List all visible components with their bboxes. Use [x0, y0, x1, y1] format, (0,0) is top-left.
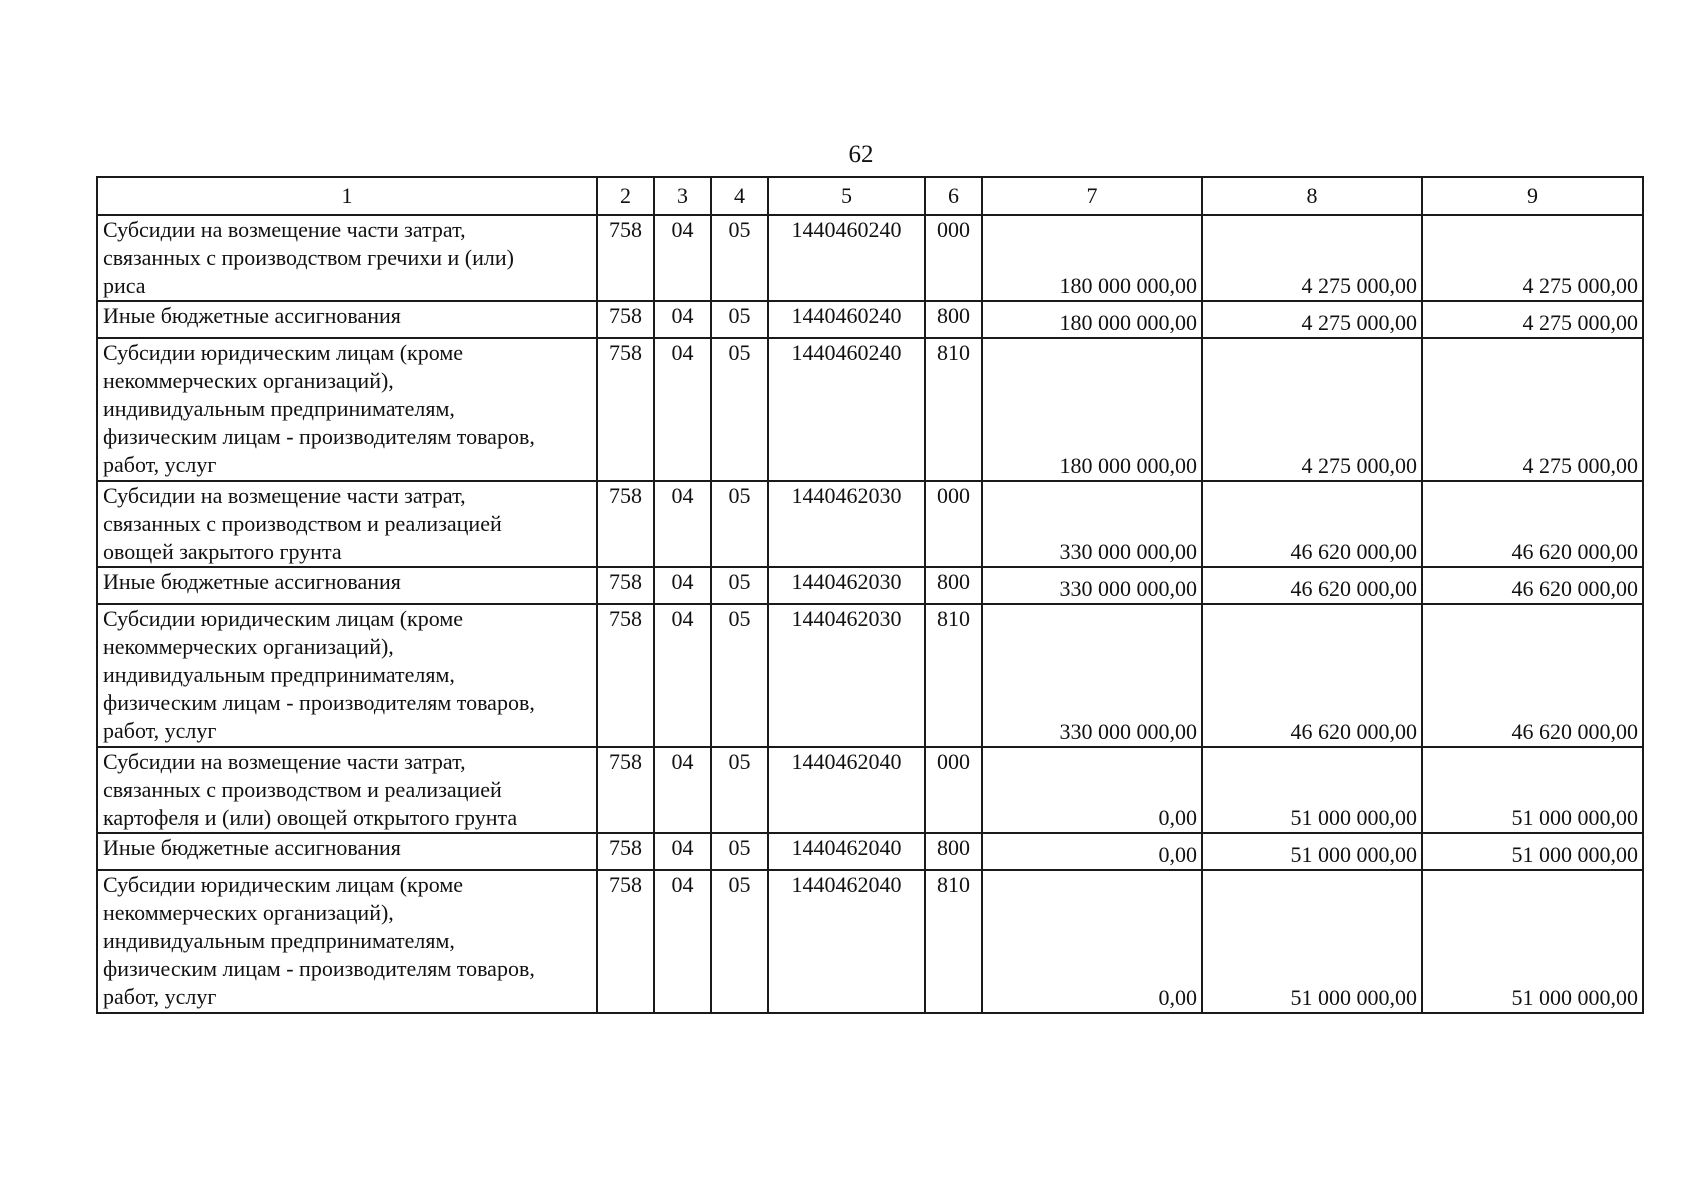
- row-name-line: работ, услуг: [103, 984, 217, 1009]
- row-name-line: Субсидии на возмещение части затрат,: [103, 217, 466, 242]
- target-article-cell: 1440462040: [768, 870, 925, 1013]
- row-name-line: физическим лицам - производителям товаров,: [103, 690, 535, 715]
- row-name-cell: [97, 215, 597, 301]
- amount-col7-cell: 330 000 000,00: [982, 567, 1202, 604]
- budget-table: [96, 176, 1644, 1014]
- amount-col9-cell: 4 275 000,00: [1422, 215, 1643, 301]
- expense-type-cell: 800: [925, 301, 982, 338]
- row-name-cell: [97, 870, 597, 1013]
- subsection-code-cell: 05: [711, 338, 768, 481]
- row-name-line: Иные бюджетные ассигнования: [103, 303, 401, 328]
- target-article-cell: 1440462030: [768, 604, 925, 747]
- amount-col8-cell: 46 620 000,00: [1202, 567, 1422, 604]
- row-name-line: картофеля и (или) овощей открытого грунта: [103, 805, 518, 830]
- row-name-line: Субсидии юридическим лицам (кроме: [103, 606, 464, 631]
- target-article-cell: 1440460240: [768, 338, 925, 481]
- admin-code-cell: 758: [597, 567, 654, 604]
- section-code-cell: 04: [654, 301, 711, 338]
- amount-col7-cell: 0,00: [982, 747, 1202, 833]
- amount-col7-cell: 0,00: [982, 833, 1202, 870]
- target-article-cell: 1440462030: [768, 481, 925, 567]
- admin-code-cell: 758: [597, 747, 654, 833]
- section-code-cell: 04: [654, 747, 711, 833]
- expense-type-cell: 810: [925, 870, 982, 1013]
- amount-col9-cell: 51 000 000,00: [1422, 833, 1643, 870]
- row-name-line: индивидуальным предпринимателям,: [103, 928, 455, 953]
- subsection-code-cell: 05: [711, 833, 768, 870]
- header-cell-3: 3: [654, 177, 711, 215]
- row-name-line: Субсидии на возмещение части затрат,: [103, 483, 466, 508]
- row-name-line: работ, услуг: [103, 452, 217, 477]
- table-row: [97, 338, 1643, 481]
- amount-col8-cell: 4 275 000,00: [1202, 301, 1422, 338]
- row-name-cell: [97, 567, 597, 604]
- table-row: [97, 215, 1643, 301]
- table-row: [97, 604, 1643, 747]
- target-article-cell: 1440460240: [768, 215, 925, 301]
- row-name-cell: [97, 338, 597, 481]
- expense-type-cell: 000: [925, 215, 982, 301]
- amount-col7-cell: 330 000 000,00: [982, 604, 1202, 747]
- expense-type-cell: 800: [925, 833, 982, 870]
- amount-col9-cell: 46 620 000,00: [1422, 604, 1643, 747]
- row-name-line: Иные бюджетные ассигнования: [103, 835, 401, 860]
- amount-col7-cell: 180 000 000,00: [982, 301, 1202, 338]
- table-row: [97, 567, 1643, 604]
- amount-col7-cell: 330 000 000,00: [982, 481, 1202, 567]
- header-cell-8: 8: [1202, 177, 1422, 215]
- row-name-line: некоммерческих организаций),: [103, 900, 394, 925]
- row-name-line: овощей закрытого грунта: [103, 539, 342, 564]
- subsection-code-cell: 05: [711, 747, 768, 833]
- amount-col9-cell: 4 275 000,00: [1422, 301, 1643, 338]
- subsection-code-cell: 05: [711, 870, 768, 1013]
- amount-col8-cell: 51 000 000,00: [1202, 833, 1422, 870]
- row-name-line: риса: [103, 273, 146, 298]
- row-name-line: Субсидии юридическим лицам (кроме: [103, 872, 464, 897]
- section-code-cell: 04: [654, 338, 711, 481]
- row-name-line: физическим лицам - производителям товаров,: [103, 424, 535, 449]
- section-code-cell: 04: [654, 567, 711, 604]
- amount-col7-cell: 180 000 000,00: [982, 338, 1202, 481]
- amount-col9-cell: 46 620 000,00: [1422, 481, 1643, 567]
- header-cell-6: 6: [925, 177, 982, 215]
- row-name-line: индивидуальным предпринимателям,: [103, 396, 455, 421]
- row-name-line: связанных с производством и реализацией: [103, 777, 502, 802]
- row-name-cell: [97, 301, 597, 338]
- subsection-code-cell: 05: [711, 567, 768, 604]
- expense-type-cell: 810: [925, 604, 982, 747]
- section-code-cell: 04: [654, 215, 711, 301]
- row-name-line: индивидуальным предпринимателям,: [103, 662, 455, 687]
- amount-col8-cell: 51 000 000,00: [1202, 747, 1422, 833]
- page-number: 62: [848, 141, 874, 168]
- amount-col8-cell: 46 620 000,00: [1202, 604, 1422, 747]
- row-name-line: Субсидии на возмещение части затрат,: [103, 749, 466, 774]
- table-row: [97, 870, 1643, 1013]
- section-code-cell: 04: [654, 833, 711, 870]
- target-article-cell: 1440462040: [768, 747, 925, 833]
- admin-code-cell: 758: [597, 870, 654, 1013]
- row-name-cell: [97, 481, 597, 567]
- row-name-line: работ, услуг: [103, 718, 217, 743]
- row-name-line: связанных с производством гречихи и (или): [103, 245, 514, 270]
- subsection-code-cell: 05: [711, 604, 768, 747]
- header-cell-9: 9: [1422, 177, 1643, 215]
- amount-col9-cell: 51 000 000,00: [1422, 747, 1643, 833]
- admin-code-cell: 758: [597, 215, 654, 301]
- target-article-cell: 1440460240: [768, 301, 925, 338]
- amount-col8-cell: 4 275 000,00: [1202, 215, 1422, 301]
- amount-col8-cell: 51 000 000,00: [1202, 870, 1422, 1013]
- target-article-cell: 1440462030: [768, 567, 925, 604]
- amount-col9-cell: 4 275 000,00: [1422, 338, 1643, 481]
- admin-code-cell: 758: [597, 604, 654, 747]
- table-row: [97, 747, 1643, 833]
- expense-type-cell: 800: [925, 567, 982, 604]
- table-row: [97, 833, 1643, 870]
- target-article-cell: 1440462040: [768, 833, 925, 870]
- header-cell-1: 1: [97, 177, 597, 215]
- table-row: [97, 481, 1643, 567]
- amount-col8-cell: 46 620 000,00: [1202, 481, 1422, 567]
- row-name-line: некоммерческих организаций),: [103, 368, 394, 393]
- table-row: [97, 301, 1643, 338]
- amount-col7-cell: 0,00: [982, 870, 1202, 1013]
- header-cell-7: 7: [982, 177, 1202, 215]
- subsection-code-cell: 05: [711, 215, 768, 301]
- subsection-code-cell: 05: [711, 301, 768, 338]
- admin-code-cell: 758: [597, 301, 654, 338]
- section-code-cell: 04: [654, 604, 711, 747]
- row-name-line: некоммерческих организаций),: [103, 634, 394, 659]
- amount-col9-cell: 46 620 000,00: [1422, 567, 1643, 604]
- header-row: [97, 177, 1643, 215]
- expense-type-cell: 810: [925, 338, 982, 481]
- admin-code-cell: 758: [597, 338, 654, 481]
- expense-type-cell: 000: [925, 747, 982, 833]
- admin-code-cell: 758: [597, 481, 654, 567]
- row-name-cell: [97, 747, 597, 833]
- amount-col8-cell: 4 275 000,00: [1202, 338, 1422, 481]
- row-name-line: Иные бюджетные ассигнования: [103, 569, 401, 594]
- expense-type-cell: 000: [925, 481, 982, 567]
- header-cell-5: 5: [768, 177, 925, 215]
- row-name-line: Субсидии юридическим лицам (кроме: [103, 340, 464, 365]
- section-code-cell: 04: [654, 481, 711, 567]
- row-name-line: физическим лицам - производителям товаров,: [103, 956, 535, 981]
- subsection-code-cell: 05: [711, 481, 768, 567]
- row-name-line: связанных с производством и реализацией: [103, 511, 502, 536]
- admin-code-cell: 758: [597, 833, 654, 870]
- amount-col9-cell: 51 000 000,00: [1422, 870, 1643, 1013]
- row-name-cell: [97, 604, 597, 747]
- section-code-cell: 04: [654, 870, 711, 1013]
- row-name-cell: [97, 833, 597, 870]
- header-cell-2: 2: [597, 177, 654, 215]
- amount-col7-cell: 180 000 000,00: [982, 215, 1202, 301]
- header-cell-4: 4: [711, 177, 768, 215]
